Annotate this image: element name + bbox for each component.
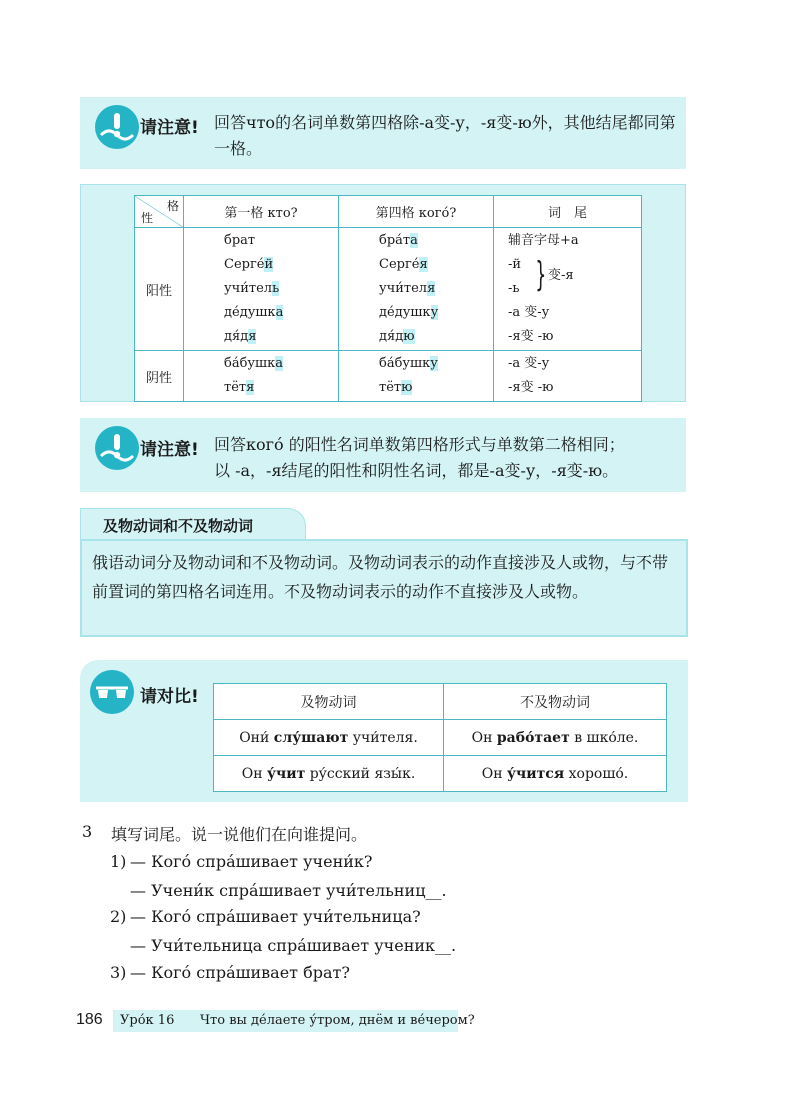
exercise-line: — Кого́ спра́шивает брат? (130, 963, 350, 982)
glasses-icon (90, 670, 134, 714)
exercise-number: 3 (82, 822, 93, 841)
header-nominative: 第一格 кто? (184, 196, 339, 228)
lesson-title: Что вы де́лаете у́тром, днём и ве́чером? (200, 1013, 475, 1028)
word: брат (224, 233, 256, 248)
word: де́душка (224, 305, 284, 320)
brace: } (535, 255, 547, 295)
section-tab (80, 508, 306, 540)
word: дя́дю (379, 329, 415, 344)
masc-nominative-cell (184, 228, 339, 351)
header-transitive: 及物动词 (214, 684, 444, 720)
fem-endings-cell: -а 变-у -я变 -ю (494, 351, 642, 402)
word: ба́бушку (379, 356, 438, 371)
masc-endings-cell: 辅音字母+а -й -ь -а 变-у -я变 -ю } 变-я (494, 228, 642, 351)
fem-nominative-cell (184, 351, 339, 402)
compare-cell: Он рабо́тает в шко́ле. (444, 720, 667, 756)
corner-top: 格 (166, 199, 179, 213)
gender-masculine: 阳性 (135, 228, 184, 351)
exercise-line: — Учени́к спра́шивает учи́тельниц__. (130, 881, 447, 900)
fem-accusative-cell (339, 351, 494, 402)
exercise-num: 3) (110, 963, 127, 982)
section-box (80, 539, 688, 637)
notice-title: 请注意! (140, 118, 199, 138)
word: тётя (224, 380, 255, 395)
notice-line-2: 以 -а，-я结尾的阳性和阴性名词，都是-а变-у，-я变-ю。 (214, 461, 619, 480)
word: ба́бушка (224, 356, 284, 371)
corner-cell (135, 196, 184, 228)
word: Серге́я (379, 257, 428, 272)
word: тётю (379, 380, 413, 395)
exercise-line: — Кого́ спра́шивает учени́к? (130, 852, 373, 871)
word: де́душку (379, 305, 439, 320)
header-accusative: 第四格 кого́? (339, 196, 494, 228)
word: дя́дя (224, 329, 257, 344)
header-intransitive: 不及物动词 (444, 684, 667, 720)
word: учи́теля (379, 281, 436, 296)
section-text: 俄语动词分及物动词和不及物动词。及物动词表示的动作直接涉及人或物，与不带前置词的第四格名词连用。不及物动词表示的动作不直接涉及人或物。 (92, 553, 669, 601)
exercise-line: — Учи́тельница спра́шивает ученик__. (130, 936, 457, 955)
compare-cell: Он у́чит ру́сский язы́к. (214, 756, 444, 792)
declension-table (134, 195, 642, 402)
header-endings: 词 尾 (494, 196, 642, 228)
exercise-instruction: 填写词尾。说一说他们在向谁提问。 (111, 825, 368, 844)
lesson-number: Уро́к 16 (120, 1013, 175, 1028)
brace-label: 变-я (548, 268, 574, 283)
compare-title: 请对比! (140, 687, 199, 707)
page-number: 186 (76, 1011, 103, 1028)
exclamation-icon (95, 426, 139, 470)
masc-accusative-cell (339, 228, 494, 351)
exercise-num: 1) (110, 852, 127, 871)
notice-title: 请注意! (140, 440, 199, 460)
gender-feminine: 阴性 (135, 351, 184, 402)
compare-cell: Он у́чится хорошо́. (444, 756, 667, 792)
notice-line-1: 回答кого́ 的阳性名词单数第四格形式与单数第二格相同； (214, 435, 625, 454)
exclamation-icon (95, 105, 139, 149)
exercise-line: — Кого́ спра́шивает учи́тельница? (130, 907, 421, 926)
compare-box (80, 660, 688, 802)
compare-cell: Они́ слу́шают учи́теля. (214, 720, 444, 756)
section-title: 及物动词和不及物动词 (103, 517, 254, 535)
word: Серге́й (224, 257, 274, 272)
declension-table-box (80, 184, 686, 402)
notice-box-2 (80, 418, 686, 492)
corner-bottom: 性 (141, 211, 154, 225)
notice-text: 回答что的名词单数第四格除-а变-у，-я变-ю外，其他结尾都同第一格。 (214, 113, 676, 158)
word: бра́та (379, 233, 418, 248)
exercise-num: 2) (110, 907, 127, 926)
notice-box-1 (80, 97, 686, 169)
word: учи́тель (224, 281, 280, 296)
compare-table (213, 683, 667, 792)
